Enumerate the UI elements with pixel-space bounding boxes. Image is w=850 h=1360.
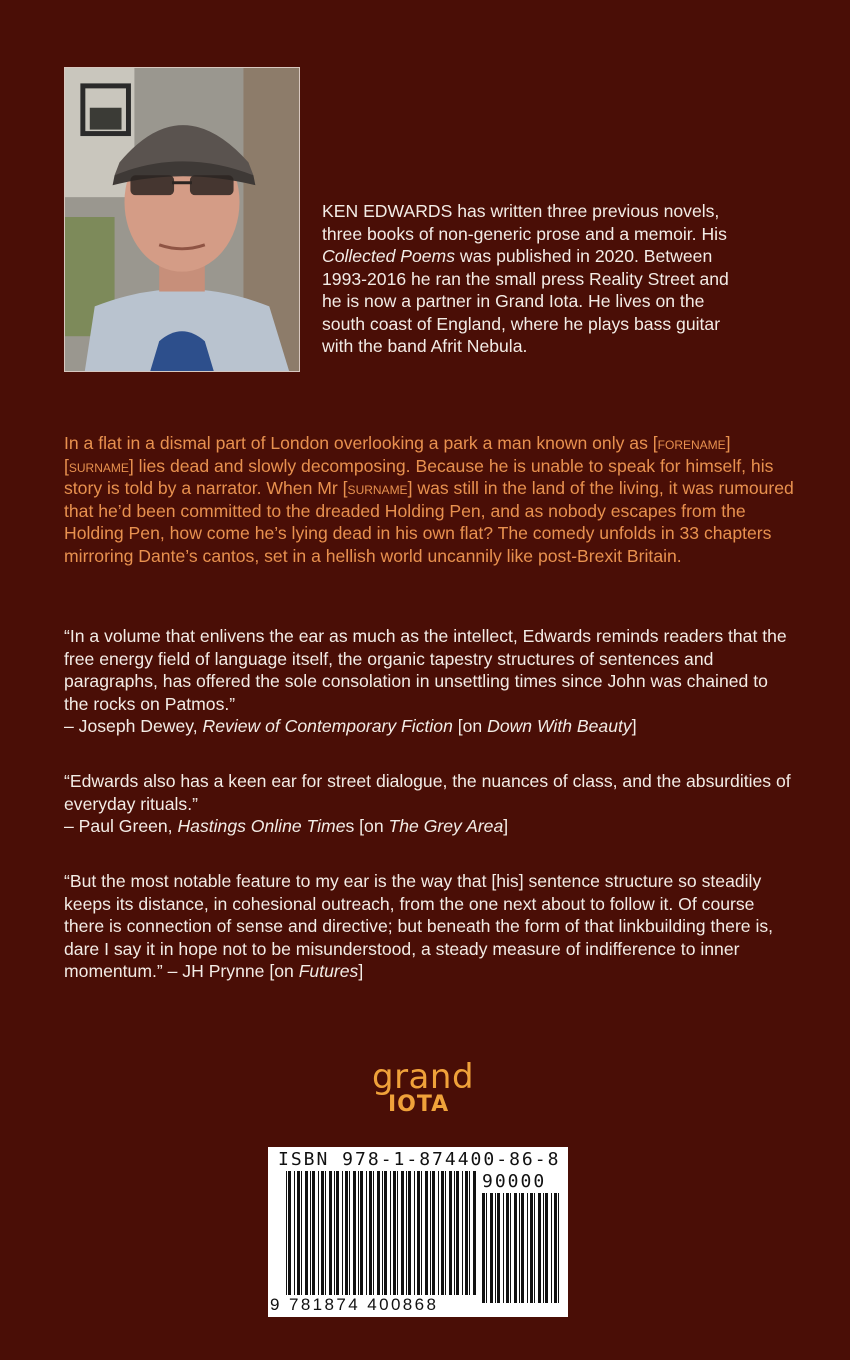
blurb-forename: [forename] (652, 433, 731, 453)
quote-text: “In a volume that enlivens the ear as much as the intellect, Edwards reminds readers that the free energy field of language itself, the organic tapestry structures of sentences and paragraphs, has offered the sole consolation in unsettling times since John was chained to the rocks on Patmos.” (64, 626, 787, 714)
quote-source: Review of Contemporary Fiction (202, 716, 453, 737)
review-quote-prynne (64, 870, 794, 983)
quote-text: “But the most notable feature to my ear is the way that [his] sentence structure so steadily keeps its distance, in cohesional outreach, from the one next about to follow it. Of course there is connection of sense and directive; but beneath the form of that linkbuilding there is, dare I say it in hope not to be misunderstood, a steady measure of indifference to inner momentum.” (64, 871, 774, 982)
quote-text: “Edwards also has a keen ear for street dialogue, the nuances of class, and the absurdities of everyday rituals.” (64, 771, 791, 814)
quote-on-suffix: ] (631, 716, 637, 737)
publisher-logo (372, 1057, 482, 1117)
quote-on-suffix: ] (503, 816, 509, 837)
author-photo (64, 67, 300, 372)
blurb-surname-2: [surname] (342, 478, 413, 499)
isbn-barcode (268, 1147, 568, 1317)
quote-source-tail: s (345, 816, 355, 837)
quote-book: Down With Beauty (487, 716, 632, 737)
blurb-text-1: In a flat in a dismal part of London overlooking a park a man known only as (64, 433, 653, 453)
barcode-addon-number: 90000 (482, 1171, 547, 1192)
quote-attribution: – JH Prynne [on (162, 961, 299, 982)
review-quote-dewey (64, 625, 794, 738)
barcode-bars (286, 1171, 476, 1303)
barcode-addon-bars (482, 1193, 560, 1303)
logo-line-iota: IOTA (388, 1092, 450, 1117)
book-blurb (64, 432, 794, 568)
quote-on-suffix: ] (358, 961, 364, 982)
quote-book: The Grey Area (388, 816, 504, 837)
quote-source: Hastings Online Time (177, 816, 346, 837)
logo-line-grand: grand (372, 1057, 475, 1097)
blurb-text-3: was still in the land of the living, it was rumoured that he’d been committed to the dreaded Holding Pen, and as nobody escapes from the Holding Pen, how come he’s lying dead in his own flat? The comedy unfolds in 33 chapters mirroring Dante’s cantos, set in a hellish world uncannily like post-Brexit Britain. (64, 478, 794, 566)
bio-text-2: was published in 2020. Between 1993-2016 he ran the small press Reality Street and he is now a partner in Grand Iota. He lives on the south coast of England, where he plays bass guitar with the band Afrit Nebula. (322, 246, 729, 356)
bio-book-title: Collected Poems (322, 246, 455, 266)
quote-attribution: – Paul Green, (64, 816, 178, 837)
quote-attribution: – Joseph Dewey, (64, 716, 203, 737)
quote-on-prefix: [on (354, 816, 389, 837)
isbn-label: ISBN 978-1-874400-86-8 (278, 1149, 561, 1170)
blurb-text-2: lies dead and slowly decomposing. Because he is unable to speak for himself, his story is told by a narrator. When Mr (64, 455, 774, 499)
quote-on-prefix: [on (452, 716, 488, 737)
bio-text-1: has written three previous novels, three books of non-generic prose and a memoir. His (322, 201, 727, 244)
review-quote-green (64, 770, 794, 838)
author-bio (322, 200, 742, 358)
quote-book: Futures (298, 961, 359, 982)
blurb-surname: [surname] (64, 455, 134, 476)
author-name: KEN EDWARDS (322, 201, 453, 221)
barcode-digits: 9 781874 400868 (268, 1295, 480, 1315)
